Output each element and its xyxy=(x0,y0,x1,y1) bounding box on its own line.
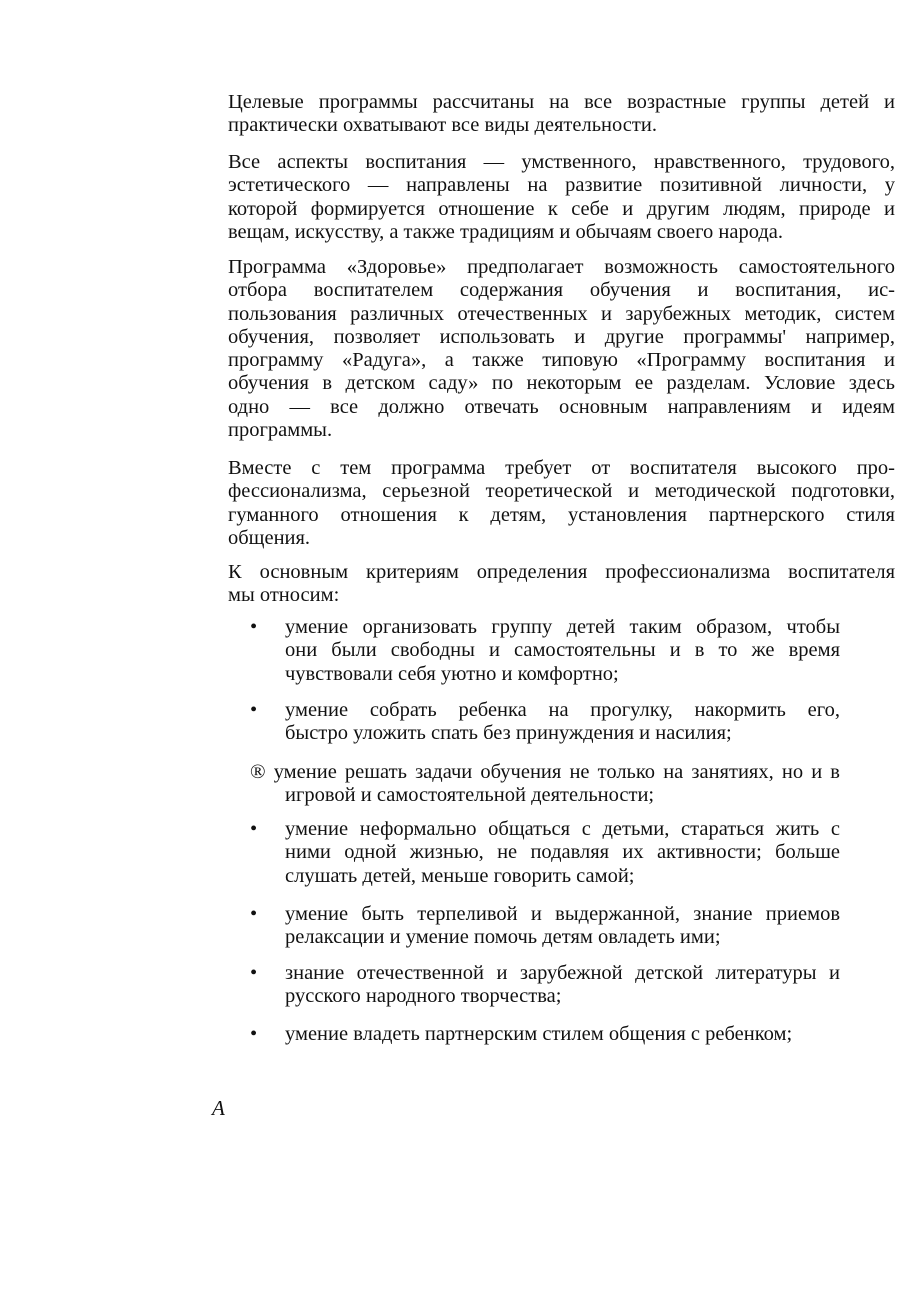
paragraph xyxy=(228,256,895,442)
bullet-icon: • xyxy=(250,699,258,721)
bullet-item xyxy=(250,699,840,746)
bullet-text-line: умение владеть партнерским стилем общения с ребенком; xyxy=(285,1023,793,1045)
paragraph xyxy=(228,457,895,550)
text-line: которой формируется отношение к себе и другим людям, природе и xyxy=(228,197,895,220)
text-line: обучения в детском саду» по некоторым ее разделам. Условие здесь xyxy=(228,372,895,395)
paragraph xyxy=(228,561,895,608)
bullet-item xyxy=(250,1023,840,1046)
text-line: практически охватывают все виды деятельности. xyxy=(228,114,657,137)
text-line: мы относим: xyxy=(228,584,340,607)
bullet-text-line: быстро уложить спать без принуждения и насилия; xyxy=(285,722,732,745)
text-line: К основным критериям определения профессионализма воспитателя xyxy=(228,561,895,583)
bullet-text-line: умение собрать ребенка на прогулку, накормить его, xyxy=(285,699,840,721)
bullet-icon: • xyxy=(250,1023,258,1045)
bullet-icon: • xyxy=(250,818,258,840)
text-line: программу «Радуга», а также типовую «Программу воспитания и xyxy=(228,349,895,372)
bullet-item xyxy=(250,818,840,888)
paragraph xyxy=(228,91,895,138)
bullet-text-line: умение организовать группу детей таким образом, чтобы xyxy=(285,616,840,638)
text-line: эстетического — направлены на развитие позитивной личности, у xyxy=(228,174,895,197)
bullet-text-line: умение быть терпеливой и выдержанной, знание приемов xyxy=(285,903,840,925)
text-line: общения. xyxy=(228,526,311,549)
bullet-item xyxy=(250,903,840,950)
bullet-icon: • xyxy=(250,616,258,638)
text-line: гуманного отношения к детям, установления партнерского стиля xyxy=(228,503,895,526)
bullet-text-line: игровой и самостоятельной деятельности; xyxy=(285,784,655,807)
bullet-text-line: релаксации и умение помочь детям овладеть ими; xyxy=(285,926,721,949)
bullet-icon: • xyxy=(250,903,258,925)
text-line: Вместе с тем программа требует от воспитателя высокого про- xyxy=(228,457,895,479)
text-line: программы. xyxy=(228,419,333,442)
text-line: Программа «Здоровье» предполагает возможность самостоятельного xyxy=(228,256,895,278)
bullet-text-line: слушать детей, меньше говорить самой; xyxy=(285,864,635,887)
bullet-text-line: знание отечественной и зарубежной детской литературы и xyxy=(285,962,840,984)
text-line: фессионализма, серьезной теоретической и методической подготовки, xyxy=(228,480,895,503)
text-line: Все аспекты воспитания — умственного, нравственного, трудового, xyxy=(228,151,895,173)
bullet-text-line: русского народного творчества; xyxy=(285,985,562,1008)
text-line: отбора воспитателем содержания обучения и воспитания, ис- xyxy=(228,279,895,302)
text-line: одно — все должно отвечать основным направлениям и идеям xyxy=(228,395,895,418)
text-line: пользования различных отечественных и зарубежных методик, систем xyxy=(228,302,895,325)
text-line: обучения, позволяет использовать и другие программы' например, xyxy=(228,325,895,348)
bullet-text-line: умение неформально общаться с детьми, стараться жить с xyxy=(285,818,840,840)
text-line: вещам, искусству, а также традициям и обычаям своего народа. xyxy=(228,220,784,243)
page-mark: A xyxy=(212,1096,225,1120)
bullet-item xyxy=(250,962,840,1009)
bullet-text-line: ними одной жизнью, не подавляя их активности; больше xyxy=(285,841,840,864)
text-line: Целевые программы рассчитаны на все возрастные группы детей и xyxy=(228,91,895,113)
bullet-text-line: они были свободны и самостоятельны и в то же время xyxy=(285,639,840,662)
bullet-icon: • xyxy=(250,962,258,984)
paragraph xyxy=(228,151,895,244)
bullet-item xyxy=(250,761,840,808)
bullet-text-line: чувствовали себя уютно и комфортно; xyxy=(285,662,619,685)
bullet-item xyxy=(250,616,840,686)
bullet-text-line: ® умение решать задачи обучения не только на занятиях, но и в xyxy=(250,761,840,783)
